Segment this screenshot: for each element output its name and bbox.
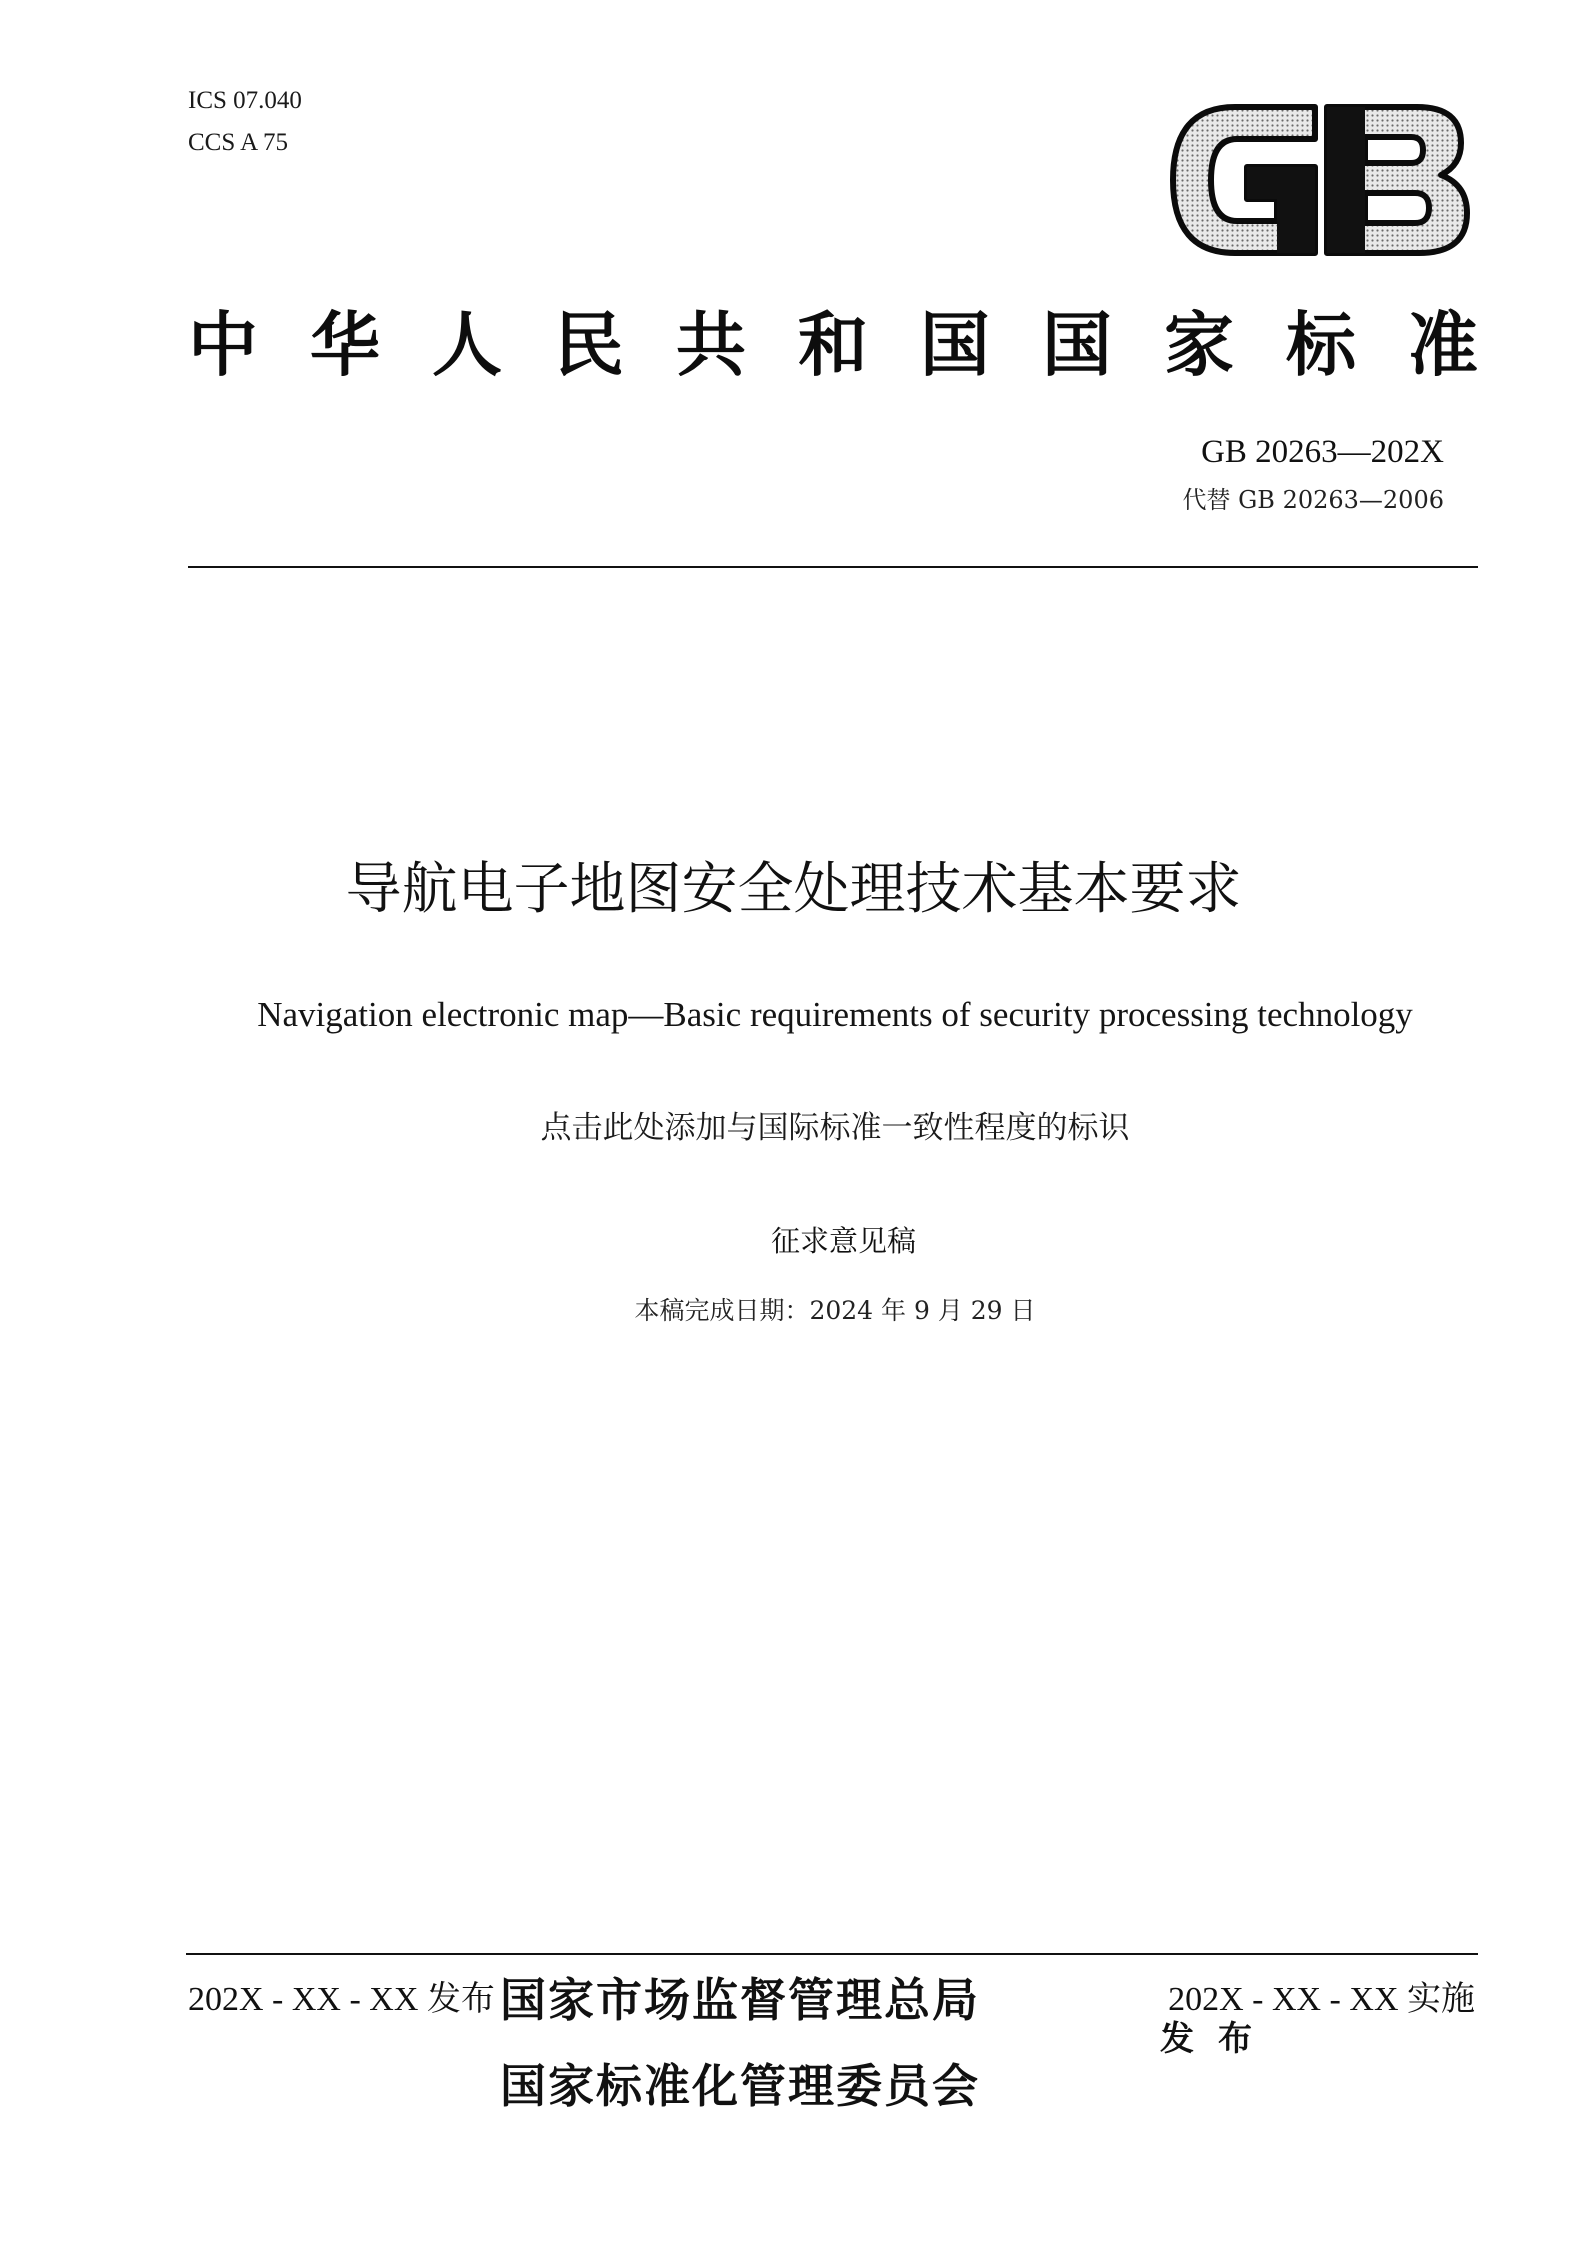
- title-char: 和: [798, 304, 868, 386]
- release-date: 202X - XX - XX 发布: [188, 1981, 495, 2018]
- ccs-code: CCS A 75: [188, 129, 289, 156]
- effective-date: 202X - XX - XX 实施: [1168, 1981, 1475, 2018]
- title-char: 国: [920, 304, 990, 386]
- document-title-english: Navigation electronic map—Basic requirements of security processing technology: [257, 995, 1413, 1034]
- title-char: 标: [1286, 304, 1356, 386]
- top-divider: [188, 566, 1478, 568]
- standard-number: GB 20263—202X: [1201, 434, 1444, 470]
- ics-code: ICS 07.040: [188, 87, 302, 114]
- title-char: 家: [1164, 304, 1234, 386]
- issue-label: 发布: [1160, 2019, 1276, 2059]
- document-title-chinese: 导航电子地图安全处理技术基本要求: [345, 857, 1242, 922]
- consistency-note[interactable]: 点击此处添加与国际标准一致性程度的标识: [540, 1110, 1130, 1146]
- national-standard-title: [188, 300, 1478, 390]
- title-char: 准: [1408, 304, 1478, 386]
- bottom-divider: [186, 1953, 1478, 1955]
- gb-logo-graphic: [1165, 103, 1471, 257]
- gb-logo: [1165, 103, 1471, 257]
- replaces-standard: 代替 GB 20263—2006: [1182, 486, 1444, 514]
- completion-date: 本稿完成日期：2024 年 9 月 29 日: [634, 1296, 1036, 1325]
- title-char: 共: [676, 304, 746, 386]
- issuer-samr: 国家市场监督管理总局: [500, 1973, 980, 2027]
- issuer-sac: 国家标准化管理委员会: [500, 2059, 980, 2113]
- title-char: 华: [310, 304, 380, 386]
- title-char: 中: [188, 304, 258, 386]
- title-char: 民: [554, 304, 624, 386]
- title-char: 人: [432, 304, 502, 386]
- title-char: 国: [1042, 304, 1112, 386]
- draft-status: 征求意见稿: [770, 1224, 916, 1258]
- classification-codes: [188, 80, 302, 164]
